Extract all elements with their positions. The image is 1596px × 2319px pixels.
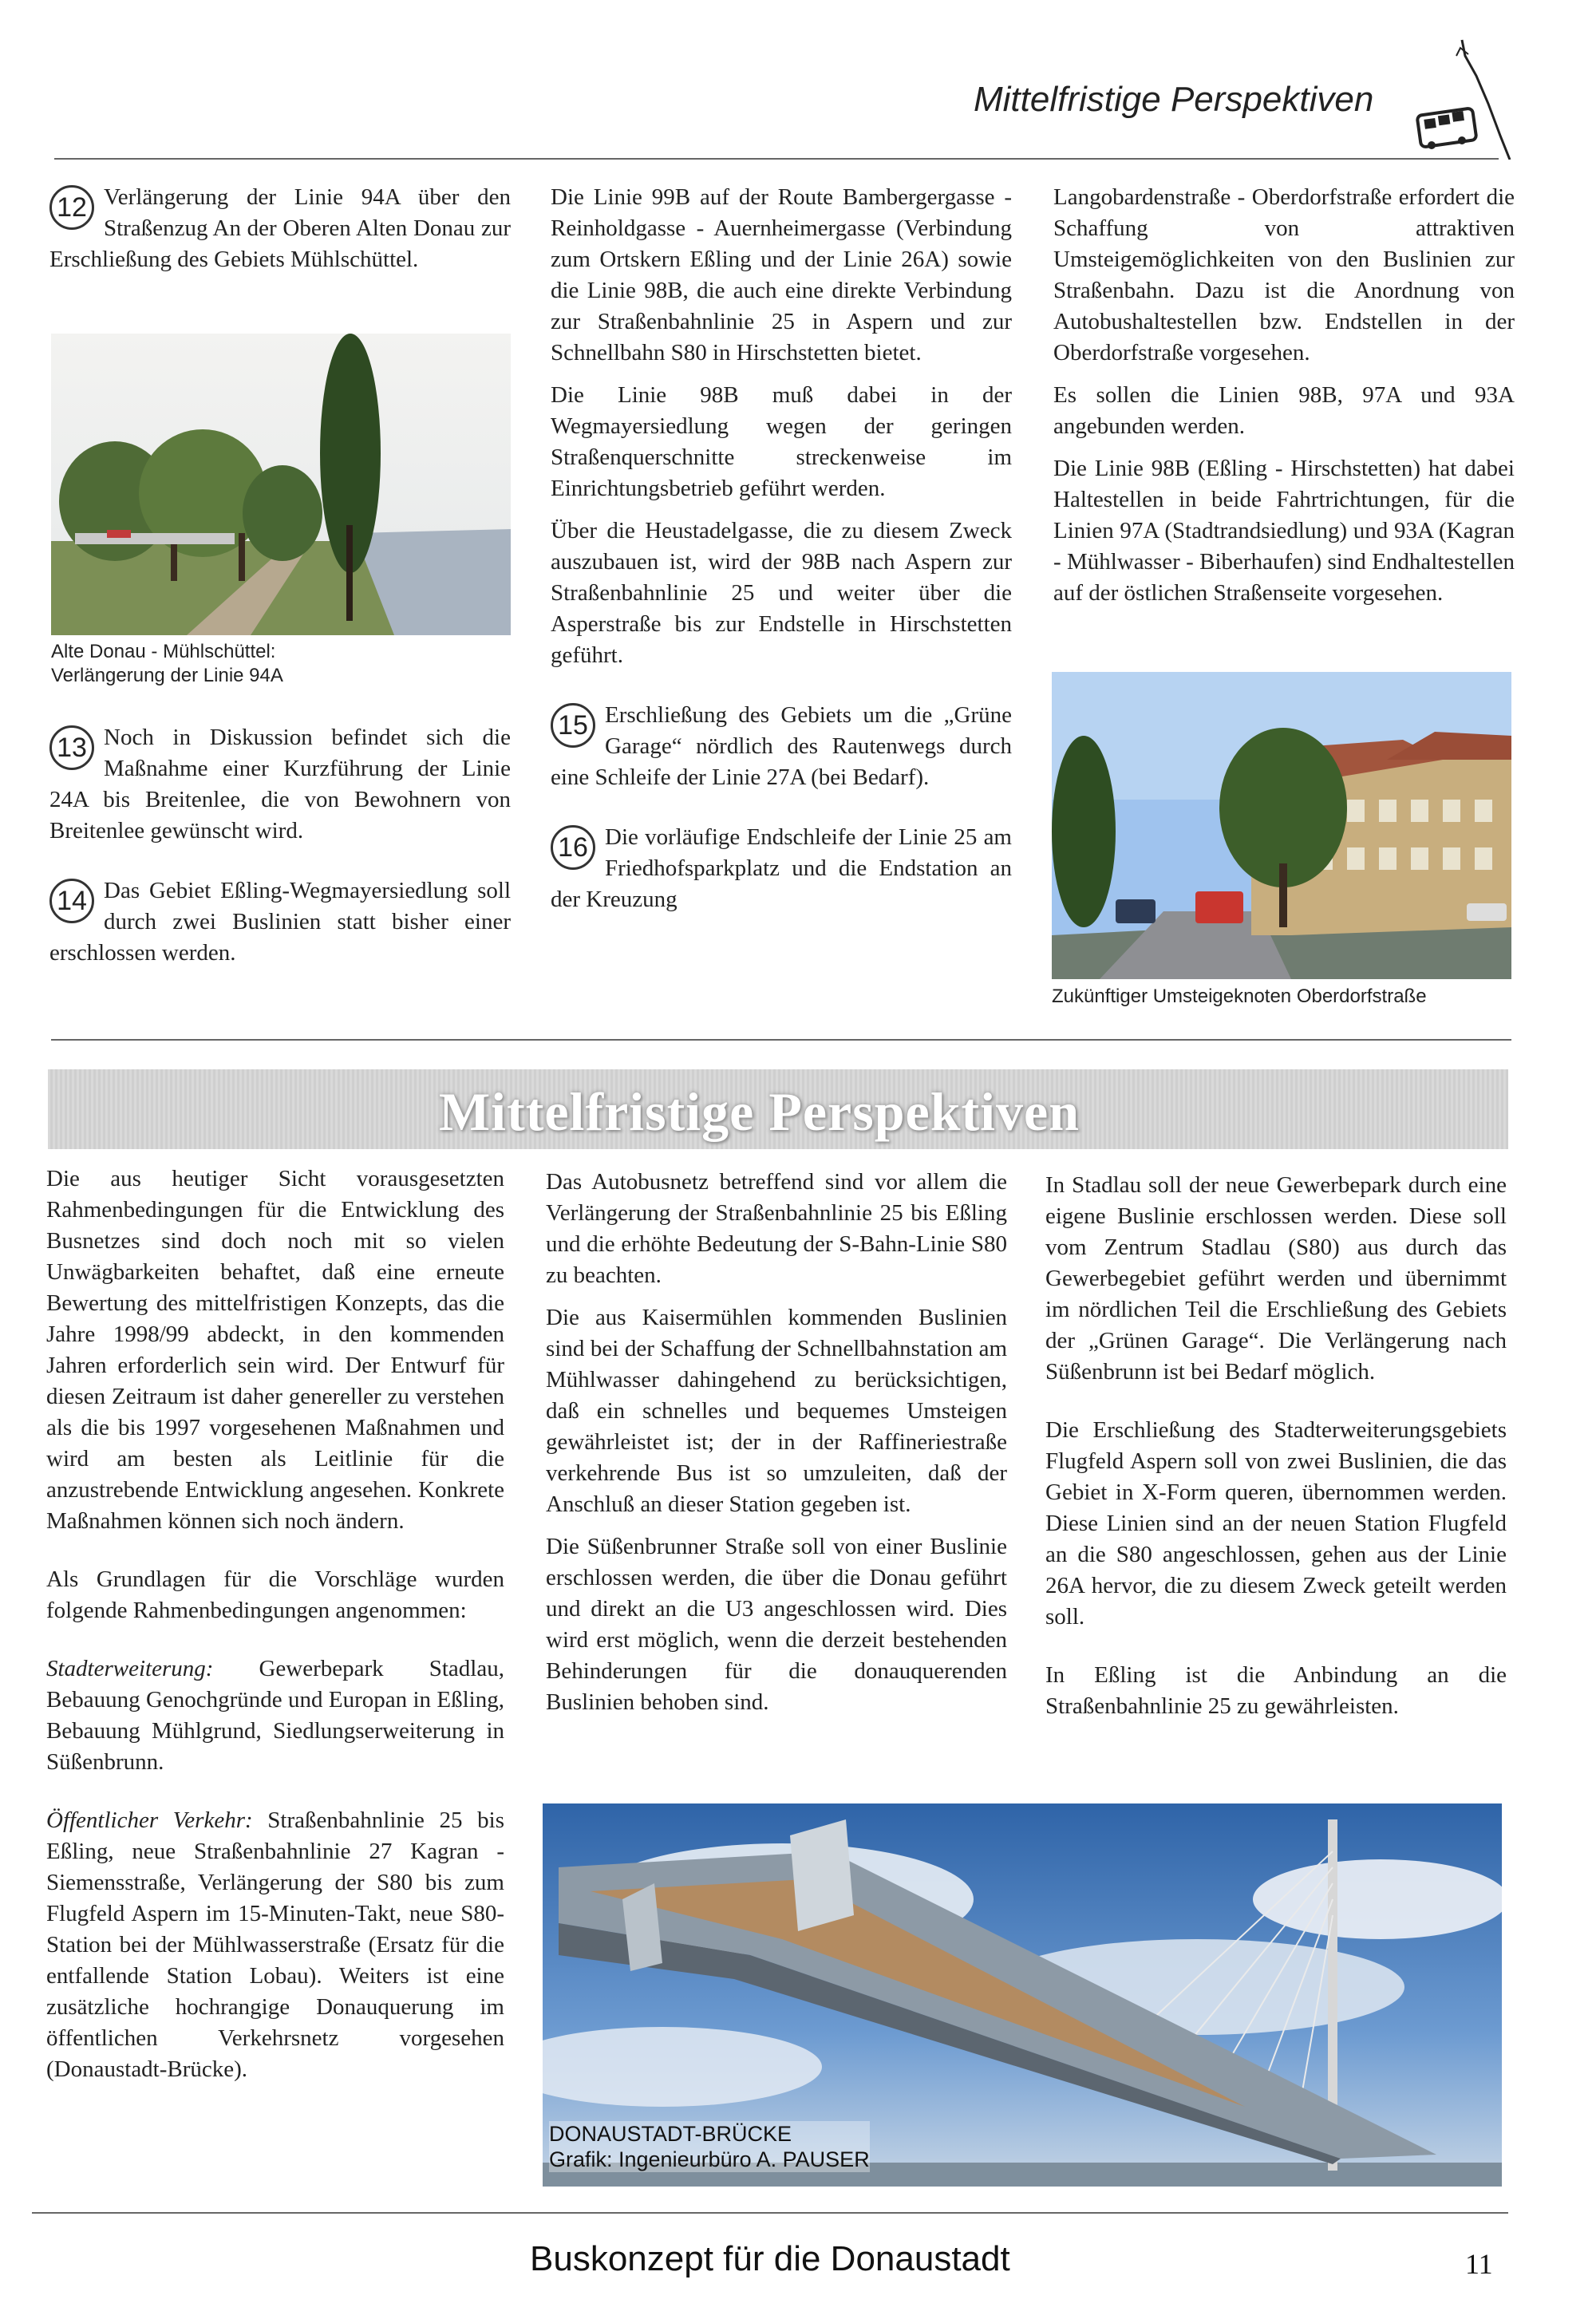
paragraph-text: Gewerbepark Stadlau, Bebauung Genochgründe und Europan in Eßling, Bebauung Mühlgrund, Siedlungserweiterung in Süßenbrunn. [46, 1656, 504, 1775]
paragraph [46, 1653, 504, 1778]
item-number-badge: 16 [551, 825, 595, 870]
paragraph: Die Linie 98B muß dabei in der Wegmayersiedlung wegen der geringen Straßenquerschnitte streckenweise im Einrichtungsbetrieb geführt werden. [551, 382, 1012, 501]
caption-line: Alte Donau - Mühlschüttel: [51, 641, 276, 662]
paragraph: Die aus heutiger Sicht vorausgesetzten Rahmenbedingungen für die Entwicklung des Busnetzes sind doch noch mit so vielen Unwägbarkeiten behaftet, daß eine erneute Bewertung des mittelfristigen Konzepts, das die Jahre 1998/99 abdeckt, in den kommenden Jahren erforderlich sein wird. Der Entwurf für diesen Zeitraum ist daher genereller zu verstehen als die bis 1997 vorgesehenen Maßnahmen und wird am besten als Leitlinie für die anzustrebende Entwicklung angesehen. Konkrete Maßnahmen können sich noch ändern. [46, 1166, 504, 1534]
caption-line: DONAUSTADT-BRÜCKE [549, 2122, 792, 2146]
top-right-column [1053, 182, 1515, 620]
photo-caption-alte-donau [51, 640, 498, 688]
bus-logo-icon [1412, 32, 1516, 160]
item-number-badge: 15 [551, 703, 595, 748]
bridge-rendering [543, 1803, 1502, 2187]
paragraph: Das Autobusnetz betreffend sind vor allem die Verlängerung der Straßenbahnlinie 25 bis Eßling und die erhöhte Bedeutung der S-Bahn-Linie S80 zu beachten. [546, 1169, 1007, 1288]
item-14 [49, 875, 511, 969]
paragraph: Die Linie 98B (Eßling - Hirschstetten) hat dabei Haltestellen in beide Fahrtrichtungen, für die Linien 97A (Stadtrandsiedlung) und 93A (Kagran - Mühlwasser - Biberhaufen) sind Endhaltestellen auf der östlichen Straßenseite vorgesehen. [1053, 456, 1515, 606]
caption-line: Grafik: Ingenieurbüro A. PAUSER [549, 2147, 870, 2171]
photo-oberdorfstrasse [1052, 672, 1511, 979]
header-rule [54, 158, 1499, 160]
item-text: Die vorläufige Endschleife der Linie 25 am Friedhofsparkplatz und die Endstation an der Kreuzung [551, 824, 1012, 912]
item-text: Noch in Diskussion befindet sich die Maßnahme einer Kurzführung der Linie 24A bis Breitenlee, die von Bewohnern von Breitenlee gewünscht wird. [49, 725, 511, 843]
item-text: Erschließung des Gebiets um die „Grüne Garage“ nördlich des Rautenwegs durch eine Schleife der Linie 27A (bei Bedarf). [551, 702, 1012, 790]
top-left-column [49, 182, 511, 286]
bottom-middle-column [546, 1167, 1007, 1729]
paragraph: Die Erschließung des Stadterweiterungsgebiets Flugfeld Aspern soll von zwei Buslinien, die das Gebiet in X-Form queren, übernommen werden. Diese Linien sind an der neuen Station Flugfeld an die S80 angeschlossen, gehen aus der Linie 26A hervor, die zu diesem Zweck geteilt werden soll. [1045, 1417, 1507, 1630]
photo-caption-oberdorfstrasse: Zukünftiger Umsteigeknoten Oberdorfstraße [1052, 986, 1427, 1007]
bottom-left-column [46, 1163, 504, 2096]
paragraph [46, 1805, 504, 2085]
paragraph: Die aus Kaisermühlen kommenden Buslinien sind bei der Schaffung der Schnellbahnstation am Mühlwasser dahingehend zu berücksichtigen, daß ein schnelles und bequemes Umsteigen gewährleistet ist; der in der Raffineriestraße verkehrende Bus ist so umzuleiten, daß der Anschluß an dieser Station gegeben ist. [546, 1305, 1007, 1517]
item-number-badge: 13 [49, 725, 94, 770]
paragraph-label: Stadterweiterung: [46, 1656, 214, 1681]
footer-rule [32, 2212, 1508, 2214]
top-middle-column [551, 182, 1012, 926]
section-banner-title: Mittelfristige Perspektiven [439, 1081, 1080, 1142]
item-16 [551, 822, 1012, 915]
paragraph: Die Süßenbrunner Straße soll von einer Buslinie erschlossen werden, die über die Donau geführt und direkt an die U3 angeschlossen wird. Dies wird erst möglich, wenn die derzeit bestehenden Behinderungen für die donauquerenden Buslinien behoben sind. [546, 1534, 1007, 1715]
bottom-right-column [1045, 1170, 1507, 1733]
paragraph: In Stadlau soll der neue Gewerbepark durch eine eigene Buslinie erschlossen werden. Diese soll vom Zentrum Stadlau (S80) aus durch das Gewerbegebiet geführt werden und übernimmt im nördlichen Teil die Erschließung des Gebiets der „Grünen Garage“. Die Verlängerung nach Süßenbrunn ist bei Bedarf möglich. [1045, 1172, 1507, 1385]
item-number-badge: 12 [49, 185, 94, 230]
caption-line: Verlängerung der Linie 94A [51, 665, 283, 686]
paragraph: Die Linie 99B auf der Route Bambergergasse - Reinholdgasse - Auernheimergasse (Verbindung zum Ortskern Eßling und der Linie 26A) sowie die Linie 98B, die auch eine direkte Verbindung zur Straßenbahnlinie 25 in Aspern und zur Schnellbahn S80 in Hirschstetten bietet. [551, 184, 1012, 365]
page-header-title: Mittelfristige Perspektiven [974, 80, 1374, 119]
photo-alte-donau [51, 334, 511, 635]
paragraph: Als Grundlagen für die Vorschläge wurden folgende Rahmenbedingungen angenommen: [46, 1566, 504, 1623]
item-number-badge: 14 [49, 879, 94, 923]
paragraph: Langobardenstraße - Oberdorfstraße erfordert die Schaffung von attraktiven Umsteigemöglichkeiten von den Buslinien zur Straßenbahn. Dazu ist die Anordnung von Autobushaltestellen bzw. Endstellen in der Oberdorfstraße vorgesehen. [1053, 184, 1515, 365]
page-number: 11 [1465, 2248, 1493, 2280]
paragraph-text: Straßenbahnlinie 25 bis Eßling, neue Straßenbahnlinie 27 Kagran - Siemensstraße, Verlängerung der S80 bis zum Flugfeld Aspern im 15-Minuten-Takt, neue S80-Station bei der Mühlwasserstraße (Ersatz für die entfallende Station Lobau). Weiters ist eine zusätzliche hochrangige Donauquerung im öffentlichen Verkehrsnetz vorgesehen (Donaustadt-Brücke). [46, 1807, 504, 2082]
footer-title: Buskonzept für die Donaustadt [530, 2239, 1010, 2278]
bridge-caption [549, 2121, 870, 2172]
top-left-column-lower [49, 722, 511, 980]
item-12 [49, 182, 511, 275]
paragraph: In Eßling ist die Anbindung an die Straßenbahnlinie 25 zu gewährleisten. [1045, 1662, 1507, 1719]
item-text: Verlängerung der Linie 94A über den Straßenzug An der Oberen Alten Donau zur Erschließung des Gebiets Mühlschüttel. [49, 184, 511, 272]
section-banner [48, 1069, 1508, 1149]
item-15 [551, 700, 1012, 793]
paragraph: Über die Heustadelgasse, die zu diesem Zweck auszubauen ist, wird der 98B nach Aspern zur Straßenbahnlinie 25 und weiter über die Asperstraße bis zur Endstelle in Hirschstetten geführt. [551, 518, 1012, 668]
section-rule [51, 1039, 1511, 1041]
paragraph: Es sollen die Linien 98B, 97A und 93A angebunden werden. [1053, 382, 1515, 439]
item-13 [49, 722, 511, 847]
item-text: Das Gebiet Eßling-Wegmayersiedlung soll durch zwei Buslinien statt bisher einer erschlossen werden. [49, 878, 511, 966]
paragraph-label: Öffentlicher Verkehr: [46, 1807, 253, 1833]
